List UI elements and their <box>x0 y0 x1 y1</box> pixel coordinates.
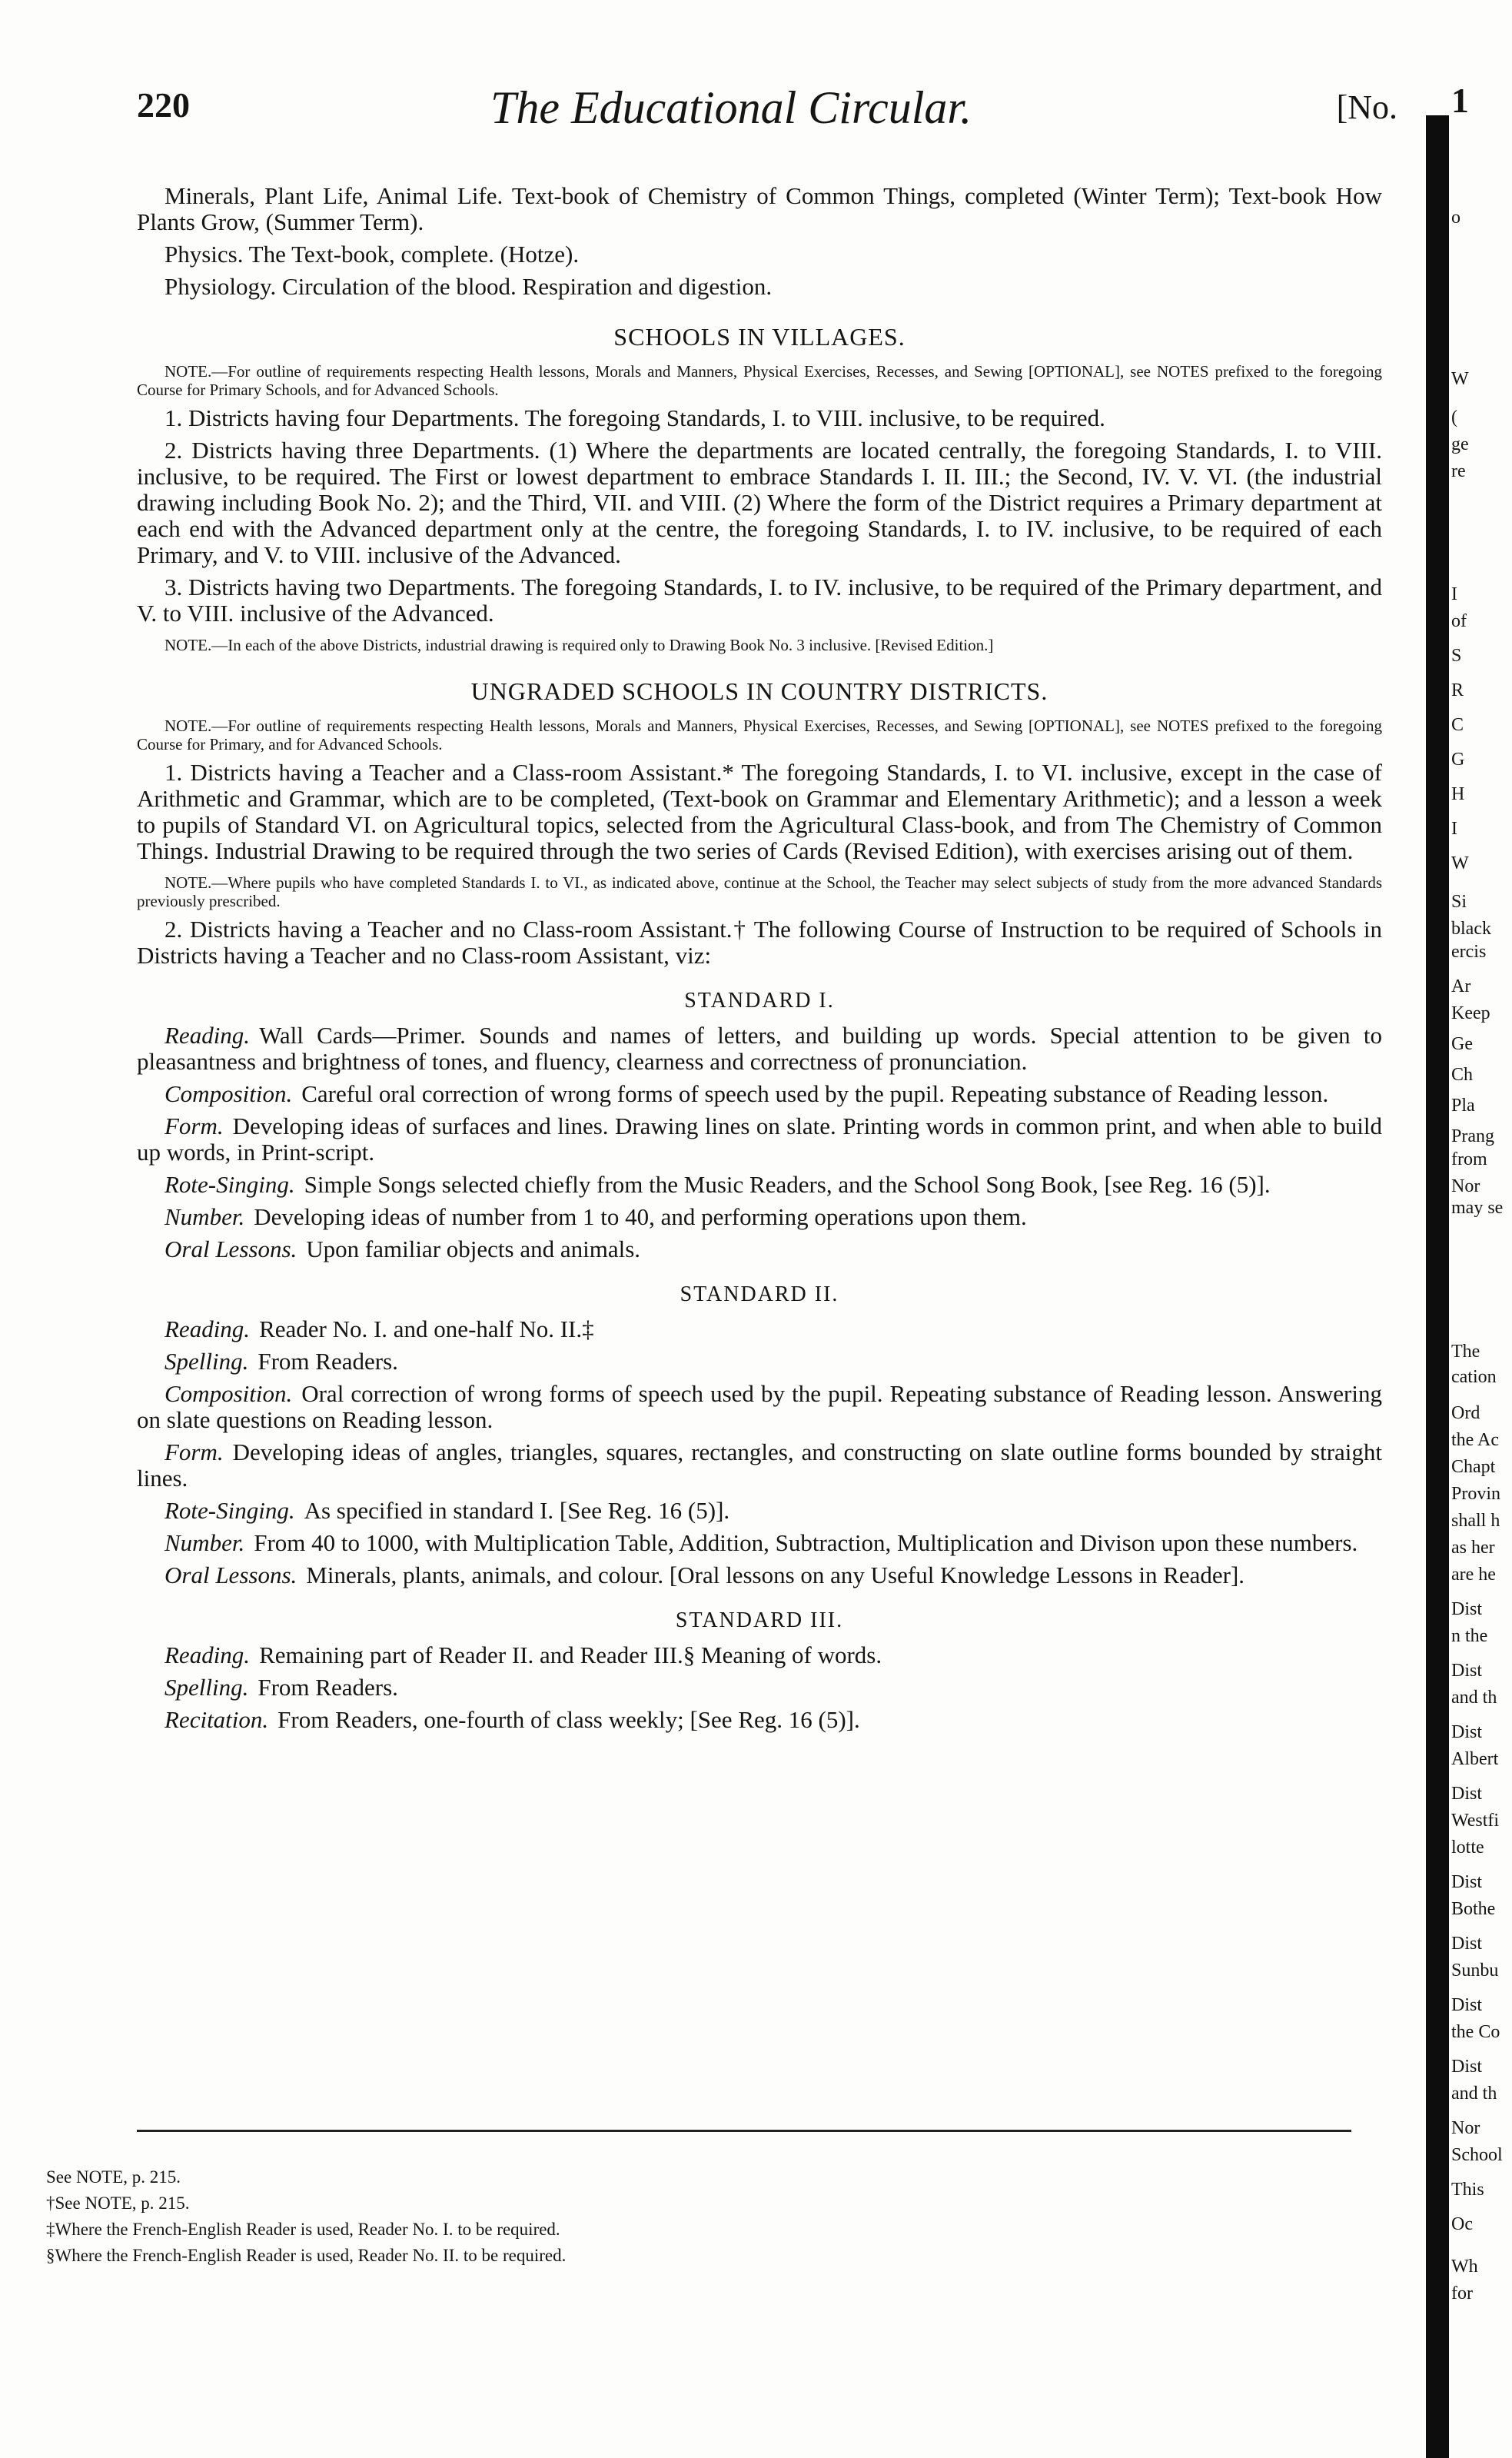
note-ungraded-advanced: NOTE.—Where pupils who have completed Standards I. to VI., as indicated above, continue at the School, the Teacher may select subjects of study from the more advanced Standards previously prescribed. <box>137 873 1382 910</box>
margin-fragment: Provin <box>1451 1484 1501 1504</box>
margin-fragment: 1 <box>1451 81 1469 120</box>
margin-fragment: Dist <box>1451 1784 1483 1804</box>
subject-text: Developing ideas of angles, triangles, squares, rectangles, and constructing on slate outline forms bounded by straight lines. <box>137 1439 1382 1492</box>
margin-fragment: Nor <box>1451 2118 1480 2138</box>
margin-fragment: Dist <box>1451 1872 1483 1892</box>
margin-fragment: cation <box>1451 1367 1497 1387</box>
margin-fragment: This <box>1451 2180 1484 2200</box>
margin-fragment: Sunbu <box>1451 1961 1499 1981</box>
footnote: See NOTE, p. 215. <box>46 2167 181 2187</box>
page-header <box>137 82 1397 146</box>
std2-form <box>137 1439 1382 1492</box>
physics-paragraph: Physics. The Text-book, complete. (Hotze). <box>164 241 580 268</box>
footnote: §Where the French-English Reader is used, Reader No. II. to be required. <box>46 2246 567 2265</box>
page-number: 220 <box>137 85 190 125</box>
subject-label: Reading. <box>164 1022 251 1049</box>
margin-fragment: Albert <box>1451 1749 1499 1769</box>
margin-fragment: Si <box>1451 892 1467 912</box>
margin-fragment: Ge <box>1451 1034 1473 1054</box>
minerals-paragraph: Minerals, Plant Life, Animal Life. Text-book of Chemistry of Common Things, completed (Winter Term); Text-book How Plants Grow, (Summer Term). <box>137 182 1382 235</box>
margin-fragment: the Ac <box>1451 1430 1499 1450</box>
subject-label: Composition. <box>164 1080 293 1107</box>
margin-fragment: Chapt <box>1451 1457 1496 1477</box>
subject-label: Form. <box>164 1439 224 1465</box>
margin-fragment: W <box>1451 853 1469 873</box>
subject-text: Wall Cards—Primer. Sounds and names of letters, and building up words. Special attention to be given to pleasantness and brightness of tones, and fluency, clearness and correctness of pronunciation. <box>137 1022 1382 1075</box>
section-heading-ungraded: UNGRADED SCHOOLS IN COUNTRY DISTRICTS. <box>470 677 1048 705</box>
std2-oral-lessons <box>137 1562 1382 1588</box>
subject-label: Rote-Singing. <box>164 1171 295 1198</box>
subject-label: Recitation. <box>164 1706 269 1733</box>
margin-fragment: Ord <box>1451 1403 1480 1423</box>
std2-composition <box>137 1381 1382 1433</box>
std3-spelling <box>137 1675 1382 1701</box>
margin-fragment: Dist <box>1451 2057 1483 2077</box>
margin-fragment: I <box>1451 819 1457 839</box>
subject-label: Composition. <box>164 1380 293 1407</box>
subject-label: Reading. <box>164 1641 251 1668</box>
margin-fragment: and th <box>1451 2084 1497 2104</box>
margin-fragment: Ch <box>1451 1065 1474 1085</box>
footnotes <box>46 2164 1122 2269</box>
margin-fragment: C <box>1451 715 1464 735</box>
margin-fragment: Ar <box>1451 976 1471 996</box>
std1-reading <box>137 1023 1382 1075</box>
margin-fragment: ge <box>1451 434 1469 454</box>
std1-rote-singing <box>137 1172 1382 1198</box>
margin-fragment: S <box>1451 646 1462 666</box>
standard-1-section <box>137 989 1382 1262</box>
schools-in-villages-section <box>137 323 1382 654</box>
margin-fragment: may se <box>1451 1198 1504 1218</box>
margin-fragment: black <box>1451 919 1491 939</box>
intro-section <box>137 183 1382 300</box>
margin-fragment: Keep <box>1451 1003 1490 1023</box>
margin-fragment: re <box>1451 461 1466 481</box>
subject-text: Developing ideas of number from 1 to 40, and performing operations upon them. <box>254 1203 1027 1230</box>
std2-reading <box>137 1316 1382 1342</box>
subject-text: Remaining part of Reader II. and Reader III.§ Meaning of words. <box>259 1641 882 1668</box>
margin-fragment: ( <box>1451 407 1457 427</box>
ungraded-schools-section <box>137 677 1382 969</box>
running-title: The Educational Circular. <box>490 82 972 133</box>
std1-composition <box>137 1081 1382 1107</box>
note-ungraded: NOTE.—For outline of requirements respecting Health lessons, Morals and Manners, Physical Exercises, Recesses, and Sewing [OPTIONAL], see NOTES prefixed to the foregoing Course for Primary, and for Advanced Schools. <box>137 717 1382 753</box>
adjacent-page-fragments <box>1451 0 1512 2458</box>
std2-rote-singing <box>137 1498 1382 1524</box>
subject-text: Simple Songs selected chiefly from the Music Readers, and the School Song Book, [see Reg. 16 (5)]. <box>304 1171 1271 1198</box>
subject-label: Number. <box>164 1529 245 1556</box>
subject-label: Oral Lessons. <box>164 1562 297 1588</box>
footnote: ‡Where the French-English Reader is used, Reader No. I. to be required. <box>46 2220 560 2239</box>
note-villages: NOTE.—For outline of requirements respecting Health lessons, Morals and Manners, Physical Exercises, Recesses, and Sewing [OPTIONAL], see NOTES prefixed to the foregoing Course for Primary Schools, and for Advanced Schools. <box>137 362 1382 399</box>
margin-fragment: The <box>1451 1342 1480 1362</box>
margin-fragment: Dist <box>1451 1934 1483 1954</box>
margin-fragment: as her <box>1451 1538 1495 1558</box>
margin-fragment: Pla <box>1451 1096 1475 1116</box>
subject-text: Reader No. I. and one-half No. II.‡ <box>259 1315 594 1342</box>
margin-fragment: for <box>1451 2283 1473 2303</box>
margin-fragment: W <box>1451 369 1469 389</box>
villages-item-2: 2. Districts having three Departments. (1) Where the departments are located centrally, the foregoing Standards, I. to VIII. inclusive, to be required. The First or lowest department to embrace Standards I. II. III.; the Second, IV. V. VI. (the industrial drawing including Book No. 2); and the Third, VII. and VIII. (2) Where the form of the District requires a Primary department at each end with the Advanced department only at the centre, the foregoing Standards, I. to IV. inclusive, to be required of each Primary, and V. to VIII. inclusive of the Advanced. <box>137 437 1382 568</box>
villages-item-1: 1. Districts having four Departments. The foregoing Standards, I. to VIII. inclusive, to be required. <box>164 404 1105 431</box>
subject-text: Minerals, plants, animals, and colour. [Oral lessons on any Useful Knowledge Lessons in Reader]. <box>306 1562 1245 1588</box>
subject-text: From 40 to 1000, with Multiplication Table, Addition, Subtraction, Multiplication and Divison upon these numbers. <box>254 1529 1358 1556</box>
margin-fragment: H <box>1451 784 1465 804</box>
margin-fragment: Oc <box>1451 2214 1473 2234</box>
std3-recitation <box>137 1707 1382 1733</box>
margin-fragment: School <box>1451 2145 1503 2165</box>
margin-fragment: o <box>1451 208 1460 228</box>
subject-text: Oral correction of wrong forms of speech used by the pupil. Repeating substance of Reading lesson. Answering on slate questions on Reading lesson. <box>137 1380 1382 1433</box>
margin-fragment: from <box>1451 1149 1487 1169</box>
margin-fragment: Bothe <box>1451 1899 1496 1919</box>
ungraded-item-1: 1. Districts having a Teacher and a Class-room Assistant.* The foregoing Standards, I. to VI. inclusive, except in the case of Arithmetic and Grammar, which are to be completed, (Text-book on Grammar and Elementary Arithmetic); and a lesson a week to pupils of Standard VI. on Agricultural topics, selected from the Agricultural Class-book, and from The Chemistry of Common Things. Industrial Drawing to be required through the two series of Cards (Revised Edition), with exercises arising out of them. <box>137 759 1382 864</box>
subject-text: From Readers. <box>258 1348 398 1375</box>
subject-label: Rote-Singing. <box>164 1497 295 1524</box>
section-heading-villages: SCHOOLS IN VILLAGES. <box>613 323 906 351</box>
margin-fragment: Dist <box>1451 1661 1483 1681</box>
std1-form <box>137 1113 1382 1166</box>
margin-fragment: G <box>1451 750 1465 770</box>
margin-fragment: Prang <box>1451 1126 1494 1146</box>
subject-text: From Readers. <box>258 1674 398 1701</box>
margin-fragment: the Co <box>1451 2022 1500 2042</box>
margin-fragment: lotte <box>1451 1838 1484 1858</box>
margin-fragment: Nor <box>1451 1176 1480 1196</box>
margin-fragment: are he <box>1451 1565 1496 1585</box>
subject-label: Spelling. <box>164 1348 249 1375</box>
margin-fragment: Dist <box>1451 1599 1483 1619</box>
margin-fragment: of <box>1451 611 1467 631</box>
margin-fragment: R <box>1451 680 1464 700</box>
subject-text: Upon familiar objects and animals. <box>306 1236 641 1262</box>
subject-text: From Readers, one-fourth of class weekly; [See Reg. 16 (5)]. <box>277 1706 860 1733</box>
margin-fragment: Dist <box>1451 1995 1483 2015</box>
margin-fragment: Dist <box>1451 1722 1483 1742</box>
villages-item-3: 3. Districts having two Departments. The foregoing Standards, I. to IV. inclusive, to be required of the Primary department, and V. to VIII. inclusive of the Advanced. <box>137 574 1382 627</box>
subject-label: Oral Lessons. <box>164 1236 297 1262</box>
page-column <box>137 82 1397 1733</box>
std2-spelling <box>137 1349 1382 1375</box>
issue-number-label: [No. <box>1336 88 1397 126</box>
subject-label: Reading. <box>164 1315 251 1342</box>
standard-2-section <box>137 1282 1382 1588</box>
physiology-paragraph: Physiology. Circulation of the blood. Respiration and digestion. <box>164 273 773 300</box>
subject-text: As specified in standard I. [See Reg. 16 (5)]. <box>304 1497 730 1524</box>
subject-label: Number. <box>164 1203 245 1230</box>
page-gutter-shadow <box>1426 115 1449 2458</box>
standard-3-section <box>137 1608 1382 1733</box>
margin-fragment: Wh <box>1451 2257 1478 2277</box>
std1-number <box>137 1204 1382 1230</box>
std1-oral-lessons <box>137 1236 1382 1262</box>
std3-reading <box>137 1642 1382 1668</box>
margin-fragment: Westfi <box>1451 1811 1500 1831</box>
subject-label: Form. <box>164 1113 224 1139</box>
subject-label: Spelling. <box>164 1674 249 1701</box>
standard-2-heading: STANDARD II. <box>680 1282 839 1306</box>
margin-fragment: and th <box>1451 1688 1497 1708</box>
standard-1-heading: STANDARD I. <box>684 989 835 1013</box>
margin-fragment: n the <box>1451 1626 1488 1646</box>
std2-number <box>137 1530 1382 1556</box>
subject-text: Careful oral correction of wrong forms of speech used by the pupil. Repeating substance of Reading lesson. <box>301 1080 1329 1107</box>
footnote: †See NOTE, p. 215. <box>46 2194 190 2213</box>
standard-3-heading: STANDARD III. <box>675 1608 844 1632</box>
margin-fragment: ercis <box>1451 942 1487 962</box>
note-villages-drawing: NOTE.—In each of the above Districts, industrial drawing is required only to Drawing Book No. 3 inclusive. [Revised Edition.] <box>164 636 994 654</box>
ungraded-item-2: 2. Districts having a Teacher and no Class-room Assistant.† The following Course of Instruction to be required of Schools in Districts having a Teacher and no Class-room Assistant, viz: <box>137 916 1382 969</box>
footnote-divider <box>137 2130 1351 2132</box>
margin-fragment: I <box>1451 584 1457 604</box>
margin-fragment: shall h <box>1451 1511 1500 1531</box>
subject-text: Developing ideas of surfaces and lines. Drawing lines on slate. Printing words in common print, and when able to build up words, in Print-script. <box>137 1113 1382 1166</box>
